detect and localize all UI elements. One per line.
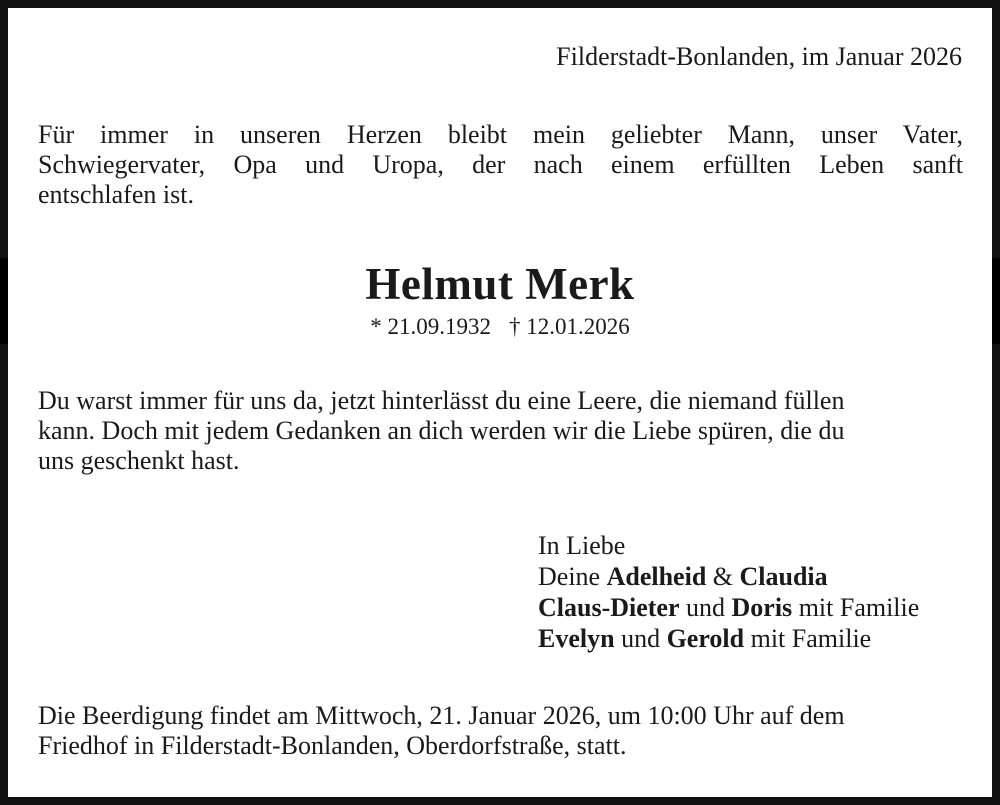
signoff-line: [538, 623, 919, 654]
funeral-paragraph: [38, 701, 963, 761]
tribute-line: uns geschenkt hast.: [38, 446, 240, 475]
signoff-suffix: mit Familie: [750, 624, 872, 653]
funeral-line: Friedhof in Filderstadt-Bonlanden, Oberdorfstraße, statt.: [38, 731, 627, 760]
family-name: Claudia: [739, 562, 828, 591]
tribute-paragraph: [38, 386, 963, 476]
intro-line: Für immer in unseren Herzen bleibt mein geliebter Mann, unser Vater,: [38, 120, 963, 149]
signoff-greeting: In Liebe: [538, 531, 626, 560]
family-name: Gerold: [666, 624, 745, 653]
intro-line: entschlafen ist.: [38, 180, 194, 209]
signoff-joiner: &: [712, 562, 734, 591]
signoff-joiner: und: [621, 624, 661, 653]
family-name: Doris: [731, 593, 793, 622]
death-date: † 12.01.2026: [509, 314, 630, 339]
tribute-line: kann. Doch mit jedem Gedanken an dich werden wir die Liebe spüren, die du: [38, 416, 845, 445]
signoff-line: [538, 561, 919, 592]
signoff-suffix: mit Familie: [798, 593, 920, 622]
intro-line: Schwiegervater, Opa und Uropa, der nach einem erfüllten Leben sanft: [38, 150, 963, 179]
signoff-joiner: und: [686, 593, 726, 622]
obituary-notice: [8, 8, 992, 797]
family-name: Claus-Dieter: [538, 593, 680, 622]
intro-paragraph: [38, 120, 963, 210]
family-signoff: [538, 530, 919, 654]
signoff-line: [538, 592, 919, 623]
birth-date: * 21.09.1932: [370, 314, 491, 339]
signoff-prefix: Deine: [538, 562, 601, 591]
life-dates: [8, 312, 992, 342]
family-name: Adelheid: [606, 562, 707, 591]
deceased-name: Helmut Merk: [365, 259, 635, 309]
funeral-line: Die Beerdigung findet am Mittwoch, 21. Januar 2026, um 10:00 Uhr auf dem: [38, 701, 845, 730]
tribute-line: Du warst immer für uns da, jetzt hinterlässt du eine Leere, die niemand füllen: [38, 386, 845, 415]
place-date: Filderstadt-Bonlanden, im Januar 2026: [556, 42, 962, 71]
family-name: Evelyn: [538, 624, 615, 653]
